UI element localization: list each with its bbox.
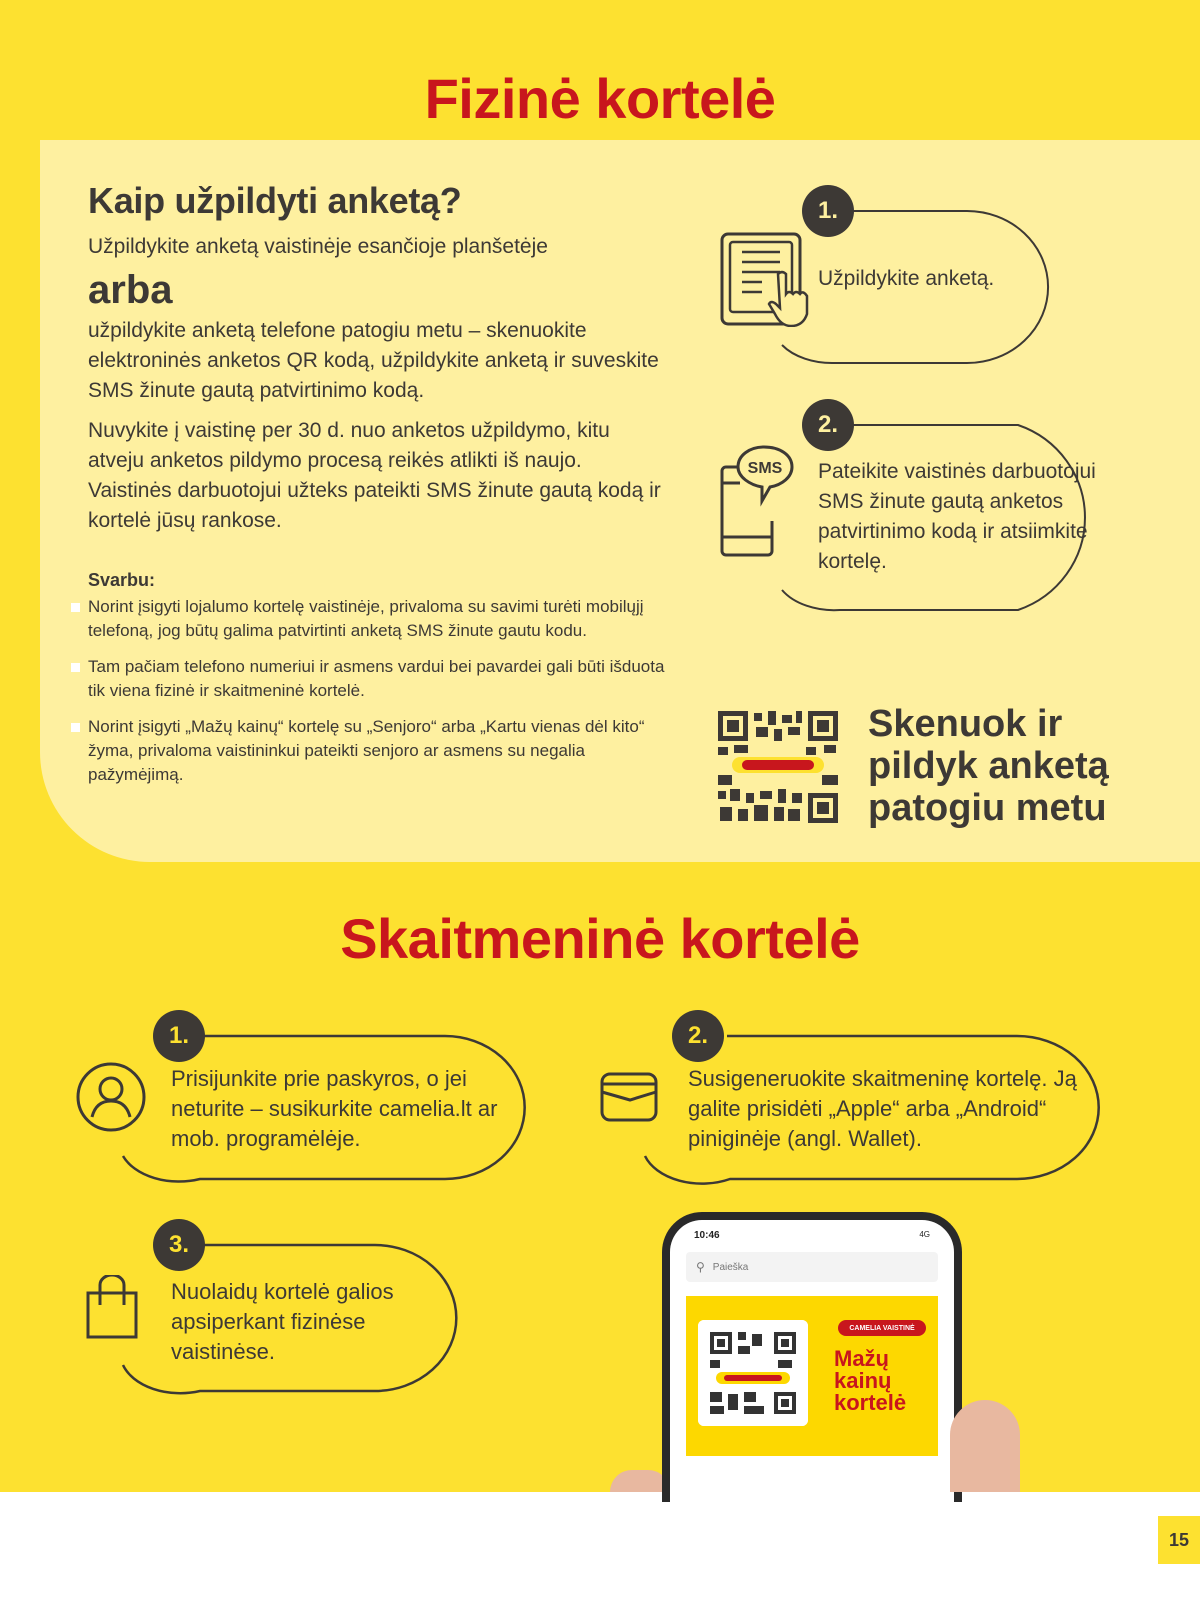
step-text: Nuolaidų kortelė galios apsiperkant fizinėse vaistinėse. [171,1279,394,1364]
important-item: Norint įsigyti „Mažų kainų“ kortelę su „Senjoro“ arba „Kartu vienas dėl kito“ žyma, privaloma vaistininkui pateikti senjoro ar asmens su negalia pažymėjimą. [88,715,668,787]
hand-thumb [610,1470,670,1492]
digital-card-title: Skaitmeninė kortelė [340,907,860,970]
hand-finger [950,1400,1020,1492]
important-list [88,595,668,787]
user-icon [75,1061,147,1133]
step-number-badge: 1. [802,185,854,237]
page-number: 15 [1158,1516,1200,1564]
visit-instruction: Nuvykite į vaistinę per 30 d. nuo anketos užpildymo, kitu atveju anketos pildymo procesą reikės atlikti iš naujo. Vaistinės darbuotojui užteks pateikti SMS žinute gautą kodą ir kortelė jūsų rankose. [88,419,661,532]
step-text: Užpildykite anketą. [818,267,995,290]
step-number-badge: 2. [802,399,854,451]
tablet-tap-icon [720,232,820,327]
step-text: Prisijunkite prie paskyros, o jei neturite – susikurkite camelia.lt ar mob. programėlėje. [171,1066,498,1151]
qr-scan-block [716,703,1176,828]
card-qr-code-icon [698,1320,808,1426]
bullet-square-icon [71,603,80,612]
qr-call-to-action: Skenuok ir pildyk anketą patogiu metu [868,703,1109,829]
step-number-badge: 3. [153,1219,205,1271]
camelia-logo: CAMELIA VAISTINĖ [838,1320,926,1336]
wallet-icon [600,1072,658,1122]
qr-code-icon[interactable] [716,709,840,825]
phone-search-bar[interactable] [686,1252,938,1282]
physical-step-1 [700,180,1080,370]
digital-loyalty-card[interactable] [686,1296,938,1456]
card-title: Mažų kainų kortelė [834,1346,907,1415]
search-placeholder: Paieška [712,1261,749,1273]
tablet-instruction: Užpildykite anketą vaistinėje esančioje planšetėje [88,235,548,258]
step-number-badge: 1. [153,1010,205,1062]
status-signal: 4G [919,1230,930,1239]
sms-label: SMS [747,460,783,477]
phone-mockup [662,1212,962,1502]
digital-step-2 [595,1006,1135,1186]
step-number-badge: 2. [672,1010,724,1062]
digital-step-3 [70,1215,470,1395]
shopping-bag-icon [86,1275,138,1339]
important-item: Tam pačiam telefono numeriui ir asmens vardui bei pavardei gali būti išduota tik viena fizinė ir skaitmeninė kortelė. [88,655,668,703]
phone-instruction: užpildykite anketą telefone patogiu metu – skenuokite elektroninės anketos QR kodą, užpildykite anketą ir suveskite SMS žinute gautą patvirtinimo kodą. [88,319,659,402]
physical-step-2 [700,395,1150,625]
phone-sms-icon [720,445,795,560]
bullet-square-icon [71,663,80,672]
physical-card-title: Fizinė kortelė [424,67,776,130]
important-label: Svarbu: [88,570,156,590]
status-time: 10:46 [694,1230,720,1241]
bullet-square-icon [71,723,80,732]
step-text: Susigeneruokite skaitmeninę kortelę. Ją galite prisidėti „Apple“ arba „Android“ piniginėje (angl. Wallet). [688,1066,1077,1151]
fill-form-heading: Kaip užpildyti anketą? [88,180,462,221]
fill-form-instructions [88,180,668,799]
search-icon: ⚲ [696,1260,705,1274]
digital-step-1 [70,1006,540,1186]
important-item: Norint įsigyti lojalumo kortelę vaistinėje, privaloma su savimi turėti mobilųjį telefoną, jog būtų galima patvirtinti anketą SMS žinute gautu kodu. [88,595,668,643]
step-text: Pateikite vaistinės darbuotojui SMS žinute gautą anketos patvirtinimo kodą ir atsiimkite kortelę. [818,460,1096,573]
or-label: arba [88,268,173,312]
